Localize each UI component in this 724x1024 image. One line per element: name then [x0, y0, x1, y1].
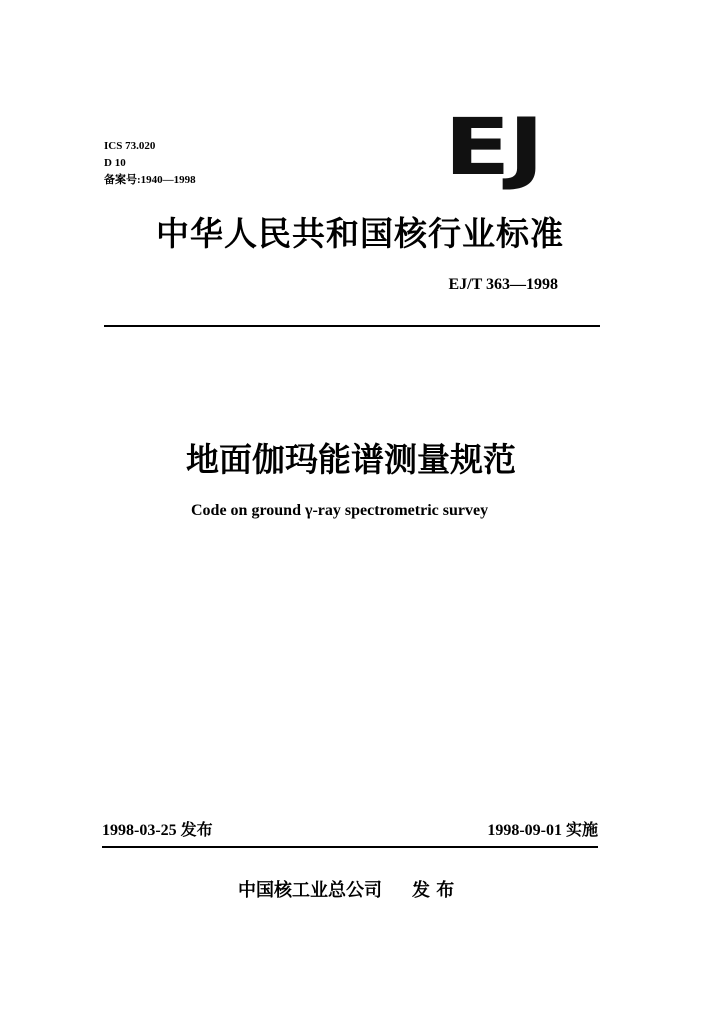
publisher-line	[238, 876, 454, 902]
publish-action: 发 布	[412, 880, 455, 901]
document-title-chinese: 地面伽玛能谱测量规范	[186, 440, 516, 479]
standard-organization-title: 中华人民共和国核行业标准	[156, 214, 564, 253]
ej-logo: EJ	[444, 103, 542, 193]
document-metadata	[104, 138, 196, 189]
top-divider	[104, 325, 600, 327]
record-number: 备案号:1940—1998	[104, 174, 196, 186]
publisher-name: 中国核工业总公司	[238, 880, 382, 901]
effective-date: 1998-09-01 实施	[487, 822, 598, 839]
issue-date: 1998-03-25 发布	[102, 822, 213, 839]
document-title-english: Code on ground γ-ray spectrometric survey	[191, 502, 489, 519]
ics-code: ICS 73.020	[104, 140, 156, 152]
bottom-divider	[102, 846, 598, 848]
category-code: D 10	[104, 157, 126, 169]
standard-number: EJ/T 363—1998	[448, 276, 558, 293]
